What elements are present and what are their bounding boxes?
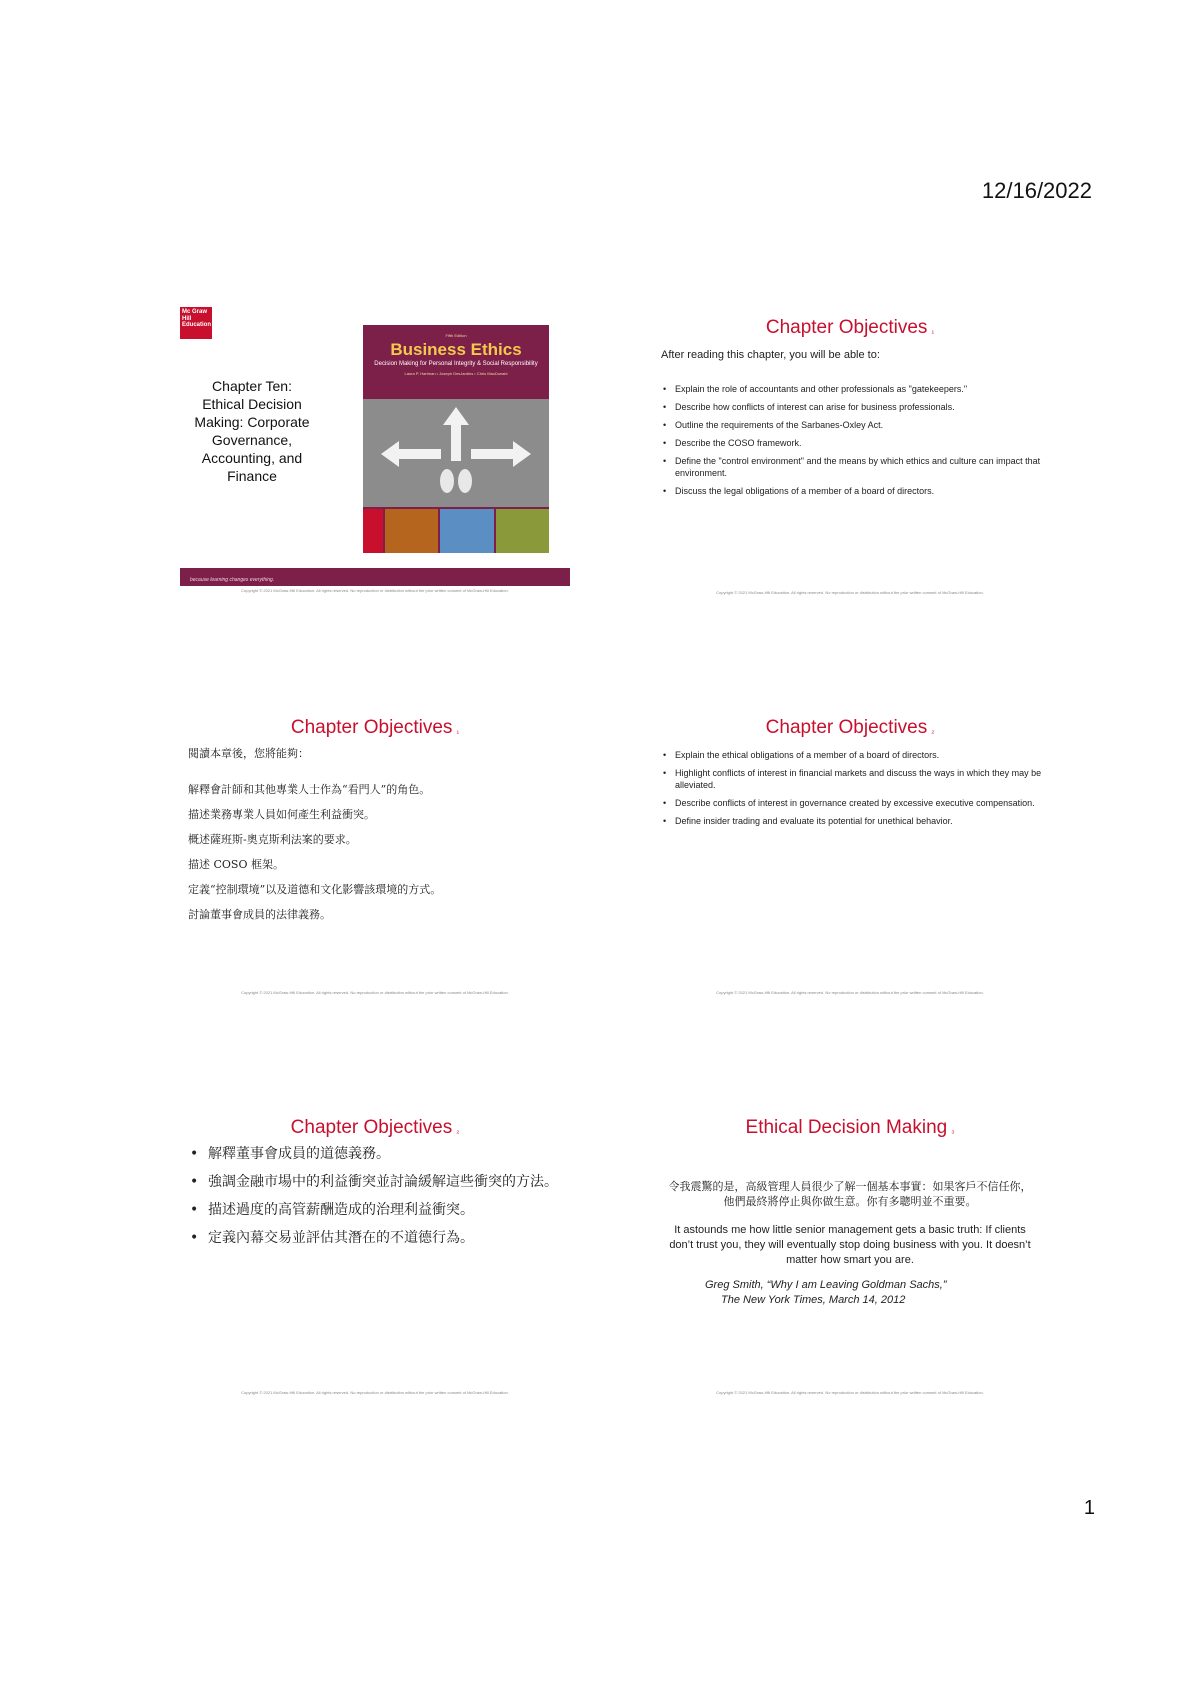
list-item: • Define the "control environment" and the means by which ethics and culture can impact that environment. xyxy=(661,455,1045,479)
chapter-title: Chapter Ten: Ethical Decision Making: Corporate Governance, Accounting, and Finance xyxy=(194,378,310,484)
list-item: • Explain the role of accountants and other professionals as "gatekeepers." xyxy=(661,383,1045,395)
citation-line-2: The New York Times, March 14, 2012 xyxy=(721,1294,906,1306)
list-item: • 解釋董事會成員的道德義務。 xyxy=(186,1145,570,1163)
copyright-note: Copyright © 2021 McGraw-Hill Education. All rights reserved. No reproduction or distribution without the prior written consent of McGraw-Hill Education. xyxy=(241,990,509,995)
cover-title: Business Ethics xyxy=(390,340,522,359)
cover-flower-photo xyxy=(496,509,549,553)
cover-chart-photo xyxy=(440,509,493,553)
list-item: • Describe the COSO framework. xyxy=(661,437,1045,449)
slide-title: Chapter Objectives ₂ xyxy=(765,717,935,738)
list-item: • Outline the requirements of the Sarbanes-Oxley Act. xyxy=(661,419,1045,431)
list-item: • Discuss the legal obligations of a member of a board of directors. xyxy=(661,485,1045,497)
list-item: 討論董事會成員的法律義務。 xyxy=(188,908,331,921)
list-item: • Describe how conflicts of interest can arise for business professionals. xyxy=(661,401,1045,413)
quote-chinese: 令我震驚的是，高級管理人員很少了解一個基本事實：如果客戶不信任你，他們最終將停止與你做生意。你有多聰明並不重要。 xyxy=(668,1180,1032,1208)
copyright-note: Copyright © 2021 McGraw-Hill Education. All rights reserved. No reproduction or distribution without the prior written consent of McGraw-Hill Education. xyxy=(241,588,509,593)
slide-title: Chapter Objectives ₂ xyxy=(290,1117,460,1138)
list-item: 定義“控制環境”以及道德和文化影響該環境的方式。 xyxy=(188,883,442,896)
slide-title: Chapter Objectives ₁ xyxy=(765,317,935,338)
list-item: • Highlight conflicts of interest in financial markets and discuss the ways in which they may be alleviated. xyxy=(661,767,1045,791)
list-item: • 描述過度的高管薪酬造成的治理利益衝突。 xyxy=(186,1201,570,1219)
objectives-list xyxy=(661,749,1045,827)
citation-line-1: Greg Smith, “Why I am Leaving Goldman Sachs,” xyxy=(705,1279,947,1291)
quote-citation xyxy=(705,1278,1045,1308)
list-item: 解釋會計師和其他專業人士作為“看門人”的角色。 xyxy=(188,783,431,796)
slide-objectives-zh-1 xyxy=(180,705,570,995)
copyright-note: Copyright © 2021 McGraw-Hill Education. All rights reserved. No reproduction or distribution without the prior written consent of McGraw-Hill Education. xyxy=(716,990,984,995)
list-item: 概述薩班斯-奧克斯利法案的要求。 xyxy=(188,833,357,846)
slide-lead: After reading this chapter, you will be able to: xyxy=(661,349,880,361)
cover-photo-strip xyxy=(363,509,549,553)
book-cover xyxy=(363,325,549,553)
cover-authors: Laura P. Hartman • Joseph DesJardins • Chris MacDonald xyxy=(404,371,508,376)
mcgraw-hill-logo: Mc Graw Hill Education xyxy=(180,307,212,339)
slide-lead: 閱讀本章後，您將能夠： xyxy=(188,747,309,760)
cover-edition: Fifth Edition xyxy=(445,333,467,338)
objectives-list xyxy=(188,781,570,922)
slide-objectives-zh-2 xyxy=(180,1105,570,1395)
cover-logo-tile xyxy=(363,509,383,553)
quote-english: It astounds me how little senior management gets a basic truth: If clients don’t trust you, they will eventually stop doing business with you. It doesn’t matter how smart you are. xyxy=(669,1224,1031,1266)
list-item: • Explain the ethical obligations of a member of a board of directors. xyxy=(661,749,1045,761)
slide-title: Ethical Decision Making ₃ xyxy=(745,1117,955,1138)
cover-arrows-image xyxy=(363,399,549,507)
tagline-band xyxy=(180,568,570,586)
objectives-list xyxy=(186,1145,570,1247)
list-item: • Define insider trading and evaluate its potential for unethical behavior. xyxy=(661,815,1045,827)
print-date: 12/16/2022 xyxy=(981,178,1092,203)
slide-objectives-en-2 xyxy=(655,705,1045,995)
list-item: • 強調金融市場中的利益衝突並討論緩解這些衝突的方法。 xyxy=(186,1173,570,1191)
copyright-note: Copyright © 2021 McGraw-Hill Education. All rights reserved. No reproduction or distribution without the prior written consent of McGraw-Hill Education. xyxy=(716,590,984,595)
slide-objectives-en-1 xyxy=(655,305,1045,595)
list-item: 描述業務專業人員如何產生利益衝突。 xyxy=(188,808,375,821)
tagline: because learning changes everything. xyxy=(190,577,275,583)
cover-compass-photo xyxy=(385,509,438,553)
list-item: • 定義內幕交易並評估其潛在的不道德行為。 xyxy=(186,1229,570,1247)
slide-ethical-decision-making xyxy=(655,1105,1045,1395)
copyright-note: Copyright © 2021 McGraw-Hill Education. All rights reserved. No reproduction or distribution without the prior written consent of McGraw-Hill Education. xyxy=(716,1390,984,1395)
list-item: 描述 COSO 框架。 xyxy=(188,858,284,871)
cover-subtitle: Decision Making for Personal Integrity & Social Responsibility xyxy=(374,361,538,367)
copyright-note: Copyright © 2021 McGraw-Hill Education. All rights reserved. No reproduction or distribution without the prior written consent of McGraw-Hill Education. xyxy=(241,1390,509,1395)
list-item: • Describe conflicts of interest in governance created by excessive executive compensation. xyxy=(661,797,1045,809)
slide-title: Chapter Objectives ₁ xyxy=(290,717,460,738)
page-number: 1 xyxy=(1083,1497,1095,1519)
slide-title xyxy=(180,305,570,595)
objectives-list xyxy=(661,383,1045,497)
